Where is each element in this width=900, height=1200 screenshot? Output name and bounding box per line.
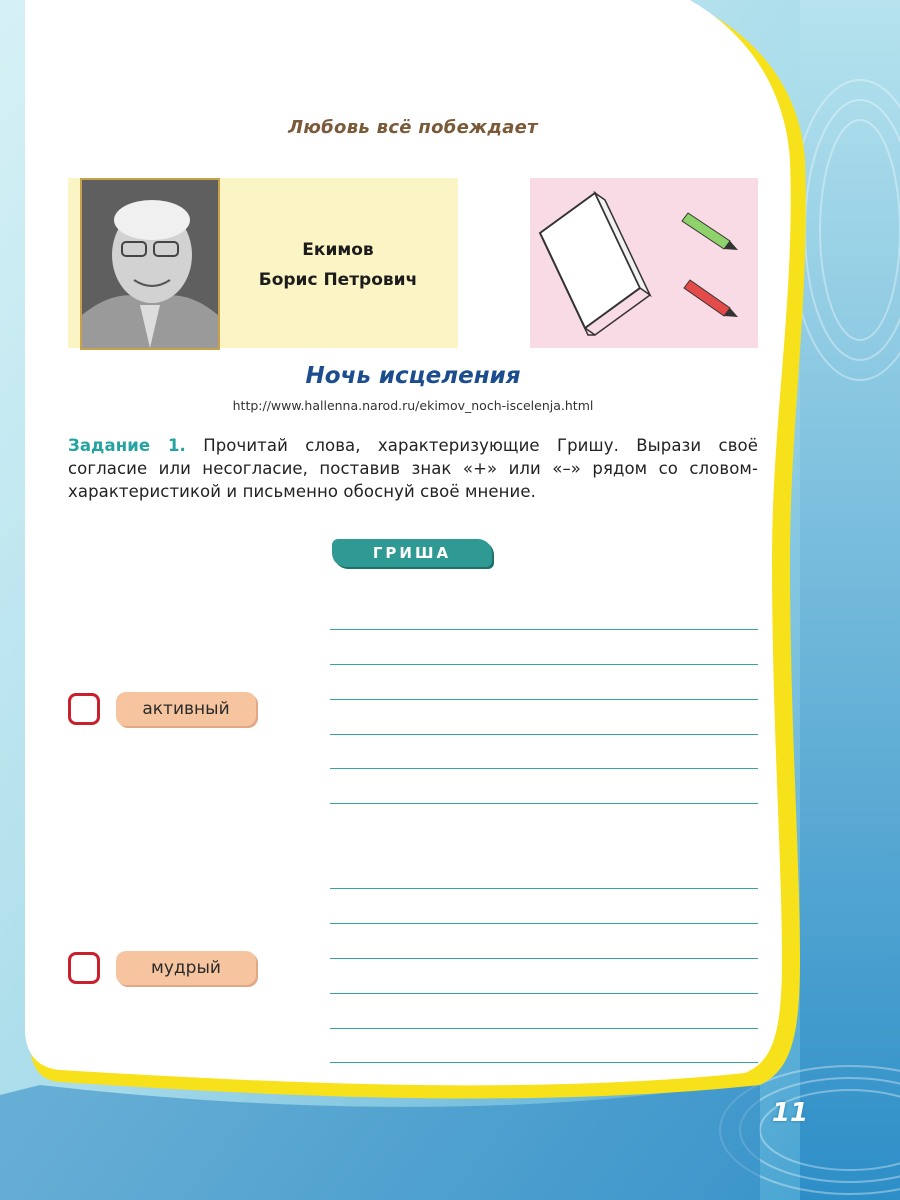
answer-line[interactable] xyxy=(330,699,758,700)
answer-line[interactable] xyxy=(330,993,758,994)
green-pencil-icon xyxy=(682,213,738,250)
story-title: Ночь исцеления xyxy=(305,363,521,389)
answer-line[interactable] xyxy=(330,734,758,735)
trait-chip-active: активный xyxy=(116,692,256,726)
book-and-pencils-illustration xyxy=(530,178,758,348)
answer-line[interactable] xyxy=(330,629,758,630)
task-text: Прочитай слова, характеризующие Гришу. Вырази своё согласие или несогласие, поставив знак «+» или «–» рядом со словом-характеристикой и письменно обоснуй своё мнение. xyxy=(68,436,758,501)
trait-checkbox-active[interactable] xyxy=(68,693,100,725)
answer-line[interactable] xyxy=(330,803,758,804)
answer-line[interactable] xyxy=(330,888,758,889)
red-pencil-icon xyxy=(684,280,738,317)
page-topic: Любовь всё побеждает xyxy=(288,117,538,138)
answer-line[interactable] xyxy=(330,923,758,924)
book-illustration-panel xyxy=(530,178,758,348)
author-name xyxy=(218,235,458,295)
answer-line[interactable] xyxy=(330,958,758,959)
task-instructions xyxy=(68,434,758,503)
character-tag: ГРИША xyxy=(332,539,492,567)
answer-line[interactable] xyxy=(330,664,758,665)
answer-line[interactable] xyxy=(330,1062,758,1063)
author-surname: Екимов xyxy=(302,240,374,260)
author-portrait xyxy=(80,178,220,350)
author-given-names: Борис Петрович xyxy=(258,270,418,290)
answer-line[interactable] xyxy=(330,768,758,769)
portrait-illustration xyxy=(82,180,218,348)
page-number: 11 xyxy=(771,1098,809,1128)
answer-line[interactable] xyxy=(330,1028,758,1029)
book-icon xyxy=(540,193,650,335)
trait-checkbox-wise[interactable] xyxy=(68,952,100,984)
right-edge-band xyxy=(800,0,900,1200)
story-url[interactable]: http://www.hallenna.narod.ru/ekimov_noch-iscelenja.html xyxy=(232,398,594,413)
task-label: Задание 1. xyxy=(68,436,186,455)
trait-chip-wise: мудрый xyxy=(116,951,256,985)
